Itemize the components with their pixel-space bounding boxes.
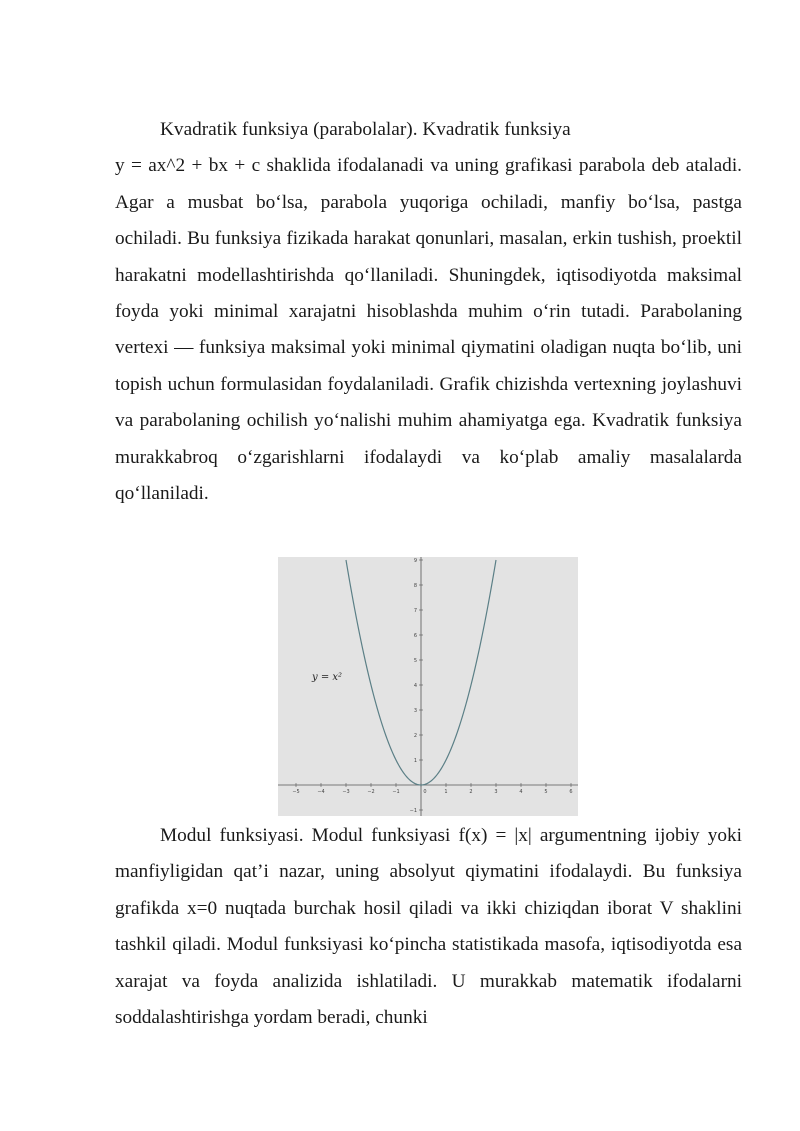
x-tick-label: 6 bbox=[569, 789, 573, 795]
function-label: y = x² bbox=[312, 672, 343, 683]
paragraph-quadratic-body: y = ax^2 + bx + c shaklida ifodalanadi va uning grafikasi parabola deb ataladi. Agar a musbat bo‘lsa, parabola yuqoriga ochiladi, manfiy bo‘lsa, pastga ochiladi. Bu funksiya fizikada harakat qonunlari, masalan, erkin tushish, proektil harakatni modellashtirishda qo‘llaniladi. Shuningdek, iqtisodiyotda maksimal foyda yoki minimal xarajatni hisoblashda muhim o‘rin tutadi. Parabolaning vertexi — funksiya maksimal yoki minimal qiymatini oladigan nuqta bo‘lib, uni topish uchun formulasidan foydalaniladi. Grafik chizishda vertexning joylashuvi va parabolaning ochilish yo‘nalishi muhim ahamiyatga ega. Kvadratik funksiya murakkabroq o‘zgarishlarni ifodalaydi va ko‘plab amaliy masalalarda qo‘llaniladi. bbox=[115, 155, 742, 505]
parabola-graph bbox=[278, 557, 578, 816]
x-tick-label: −5 bbox=[292, 789, 300, 795]
x-tick-label: 2 bbox=[469, 789, 473, 795]
paragraph-quadratic bbox=[115, 112, 742, 512]
paragraph-quadratic-heading: Kvadratik funksiya (parabolalar). Kvadratik funksiya bbox=[160, 119, 571, 140]
x-tick-label: 4 bbox=[519, 789, 523, 795]
y-tick-label: 3 bbox=[413, 708, 417, 714]
document-page-continued bbox=[115, 818, 742, 1036]
y-tick-label: 8 bbox=[413, 583, 417, 589]
parabola-plot bbox=[278, 557, 578, 816]
x-tick-label: 1 bbox=[444, 789, 448, 795]
y-tick-label: 9 bbox=[413, 558, 417, 564]
x-tick-label: 0 bbox=[423, 789, 427, 795]
x-tick-label: 5 bbox=[544, 789, 548, 795]
x-tick-label: −4 bbox=[317, 789, 325, 795]
y-tick-label: 7 bbox=[413, 608, 417, 614]
x-tick-label: −1 bbox=[392, 789, 400, 795]
x-tick-label: 3 bbox=[494, 789, 498, 795]
y-tick-label: −1 bbox=[409, 808, 417, 814]
document-page bbox=[115, 112, 742, 512]
y-tick-label: 6 bbox=[413, 633, 417, 639]
x-tick-label: −2 bbox=[367, 789, 375, 795]
y-tick-label: 5 bbox=[413, 658, 417, 664]
y-tick-label: 1 bbox=[413, 758, 417, 764]
y-tick-label: 4 bbox=[413, 683, 417, 689]
x-tick-label: −3 bbox=[342, 789, 350, 795]
y-tick-label: 2 bbox=[413, 733, 417, 739]
paragraph-modulus: Modul funksiyasi. Modul funksiyasi f(x) = |x| argumentning ijobiy yoki manfiyligidan qat’i nazar, uning absolyut qiymatini ifodalaydi. Bu funksiya grafikda x=0 nuqtada burchak hosil qiladi va ikki chiziqdan iborat V shaklini tashkil qiladi. Modul funksiyasi ko‘pincha statistikada masofa, iqtisodiyotda esa xarajat va foyda analizida ishlatiladi. U murakkab matematik ifodalarni soddalashtirishga yordam beradi, chunki bbox=[115, 825, 742, 1029]
